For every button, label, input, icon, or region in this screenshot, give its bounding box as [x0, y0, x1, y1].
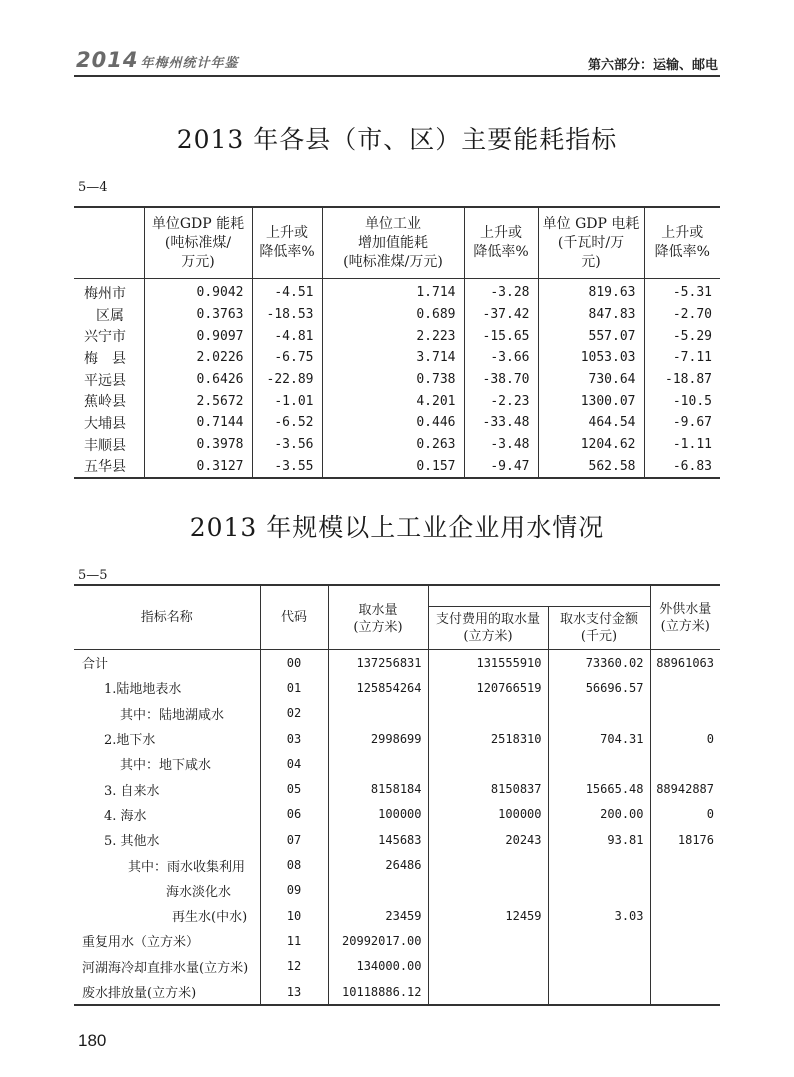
header-rule — [74, 75, 720, 77]
table-cell: 1300.07 — [538, 390, 644, 412]
table-cell: 0.6426 — [144, 369, 252, 391]
table-cell: 1204.62 — [538, 434, 644, 456]
table-row — [74, 751, 720, 776]
header-book-title: 年梅州统计年鉴 — [140, 56, 239, 71]
table-row — [74, 675, 720, 700]
table-cell: -33.48 — [464, 412, 538, 434]
table1-header-corner — [74, 207, 144, 279]
table-cell: 0.3978 — [144, 434, 252, 456]
table-cell: 4.201 — [322, 390, 464, 412]
table-row — [74, 726, 720, 751]
table-cell: 0.7144 — [144, 412, 252, 434]
table-cell — [428, 701, 548, 726]
table-cell: 2.223 — [322, 325, 464, 347]
row-label: 4. 海水 — [104, 808, 147, 824]
table-cell — [428, 928, 548, 953]
table-cell: -5.29 — [644, 325, 720, 347]
table-cell: 0.738 — [322, 369, 464, 391]
table-cell: 145683 — [328, 827, 428, 852]
table-cell: 88961063 — [650, 650, 720, 676]
table-cell: -10.5 — [644, 390, 720, 412]
table-cell: 8158184 — [328, 776, 428, 801]
table-cell: 0 — [650, 726, 720, 751]
row-code: 03 — [260, 726, 328, 751]
table-cell — [650, 979, 720, 1005]
row-label: 兴宁市 — [84, 329, 126, 346]
yearbook-header — [76, 48, 238, 72]
table-cell — [428, 751, 548, 776]
table-row — [74, 701, 720, 726]
water-usage-table — [74, 584, 720, 1006]
table-row — [74, 878, 720, 903]
row-label: 1.陆地地表水 — [104, 682, 182, 698]
table-cell — [428, 878, 548, 903]
header-year: 2014 — [76, 48, 139, 72]
table-cell: -3.66 — [464, 347, 538, 369]
table2-header-name: 指标名称 — [140, 610, 193, 625]
table-cell: -15.65 — [464, 325, 538, 347]
table-cell: -7.11 — [644, 347, 720, 369]
table-row — [74, 827, 720, 852]
table-cell: 0.9042 — [144, 279, 252, 304]
row-label: 其中：地下咸水 — [120, 758, 212, 774]
table-cell: 12459 — [428, 903, 548, 928]
row-label: 其中：雨水收集利用 — [128, 859, 246, 875]
table1-number: 5—4 — [78, 180, 108, 195]
table-cell: 562.58 — [538, 456, 644, 479]
table-cell: -22.89 — [252, 369, 322, 391]
table2-header-fee: 取水支付金额 (千元) — [548, 607, 650, 650]
row-label: 大埔县 — [84, 415, 126, 432]
row-label: 2.地下水 — [104, 733, 156, 749]
table-cell: 0.446 — [322, 412, 464, 434]
table-cell: 0.157 — [322, 456, 464, 479]
table-row — [74, 979, 720, 1005]
table-cell: 2.5672 — [144, 390, 252, 412]
table-cell: 15665.48 — [548, 776, 650, 801]
table-cell: 8150837 — [428, 776, 548, 801]
row-label: 平远县 — [84, 372, 126, 389]
table-cell — [548, 701, 650, 726]
row-code: 06 — [260, 802, 328, 827]
table-cell: -2.23 — [464, 390, 538, 412]
table-cell: 0.3127 — [144, 456, 252, 479]
table-cell: -9.47 — [464, 456, 538, 479]
page-number: 180 — [78, 1031, 107, 1050]
row-code: 04 — [260, 751, 328, 776]
row-label: 海水淡化水 — [166, 884, 232, 900]
table-cell — [650, 878, 720, 903]
table-cell: -6.75 — [252, 347, 322, 369]
table-row — [74, 325, 720, 347]
table-row — [74, 390, 720, 412]
row-code: 08 — [260, 852, 328, 877]
table-cell — [650, 928, 720, 953]
table-cell — [428, 979, 548, 1005]
table-cell — [548, 979, 650, 1005]
table-cell: 3.03 — [548, 903, 650, 928]
row-code: 12 — [260, 954, 328, 979]
table1-header-cell: 上升或 降低率% — [644, 207, 720, 279]
table1-header-cell: 上升或 降低率% — [252, 207, 322, 279]
table2-header-paid: 支付费用的取水量 (立方米) — [428, 607, 548, 650]
table1-body — [74, 279, 720, 479]
row-code: 05 — [260, 776, 328, 801]
table-cell: 0.3763 — [144, 304, 252, 326]
table2-header-intake-span — [428, 585, 650, 607]
table-cell: -4.81 — [252, 325, 322, 347]
table-row — [74, 903, 720, 928]
table-row — [74, 802, 720, 827]
table-cell: 20243 — [428, 827, 548, 852]
table-cell: -5.31 — [644, 279, 720, 304]
table-cell — [548, 954, 650, 979]
table-cell: 0.689 — [322, 304, 464, 326]
table1-header-cell: 单位GDP 能耗 (吨标准煤/ 万元) — [144, 207, 252, 279]
table-cell: -6.83 — [644, 456, 720, 479]
table1-header-cell: 上升或 降低率% — [464, 207, 538, 279]
row-label: 其中：陆地湖咸水 — [120, 707, 225, 723]
row-label: 丰顺县 — [84, 437, 126, 454]
table2-title: 2013 年规模以上工业企业用水情况 — [189, 513, 605, 542]
table-cell — [328, 751, 428, 776]
table-cell: 0.9097 — [144, 325, 252, 347]
table-row — [74, 776, 720, 801]
row-label: 废水排放量(立方米) — [82, 986, 197, 1001]
table-row — [74, 852, 720, 877]
row-label: 五华县 — [84, 459, 126, 476]
table-cell: 557.07 — [538, 325, 644, 347]
table-row — [74, 456, 720, 479]
row-code: 07 — [260, 827, 328, 852]
table-cell — [548, 878, 650, 903]
table-cell: 137256831 — [328, 650, 428, 676]
table-cell: 704.31 — [548, 726, 650, 751]
row-code: 10 — [260, 903, 328, 928]
table-cell: 88942887 — [650, 776, 720, 801]
table-cell: -1.11 — [644, 434, 720, 456]
row-label: 5. 其他水 — [104, 834, 160, 850]
table-cell: -9.67 — [644, 412, 720, 434]
table-cell: 1.714 — [322, 279, 464, 304]
table-cell — [650, 751, 720, 776]
table-cell: -18.53 — [252, 304, 322, 326]
row-code: 00 — [260, 650, 328, 676]
table-cell — [428, 852, 548, 877]
table2-header-intake: 取水量 (立方米) — [328, 585, 428, 650]
row-label: 3. 自来水 — [104, 783, 160, 799]
table2-header-supply: 外供水量 (立方米) — [650, 585, 720, 650]
table-cell: -3.48 — [464, 434, 538, 456]
table-cell: 131555910 — [428, 650, 548, 676]
row-code: 13 — [260, 979, 328, 1005]
table-row — [74, 434, 720, 456]
table-cell: 134000.00 — [328, 954, 428, 979]
table-cell: -18.87 — [644, 369, 720, 391]
table1-header-cell: 单位 GDP 电耗 (千瓦时/万 元) — [538, 207, 644, 279]
table-row — [74, 279, 720, 304]
table-cell: 10118886.12 — [328, 979, 428, 1005]
table1-title: 2013 年各县（市、区）主要能耗指标 — [176, 125, 618, 154]
table-row — [74, 954, 720, 979]
energy-consumption-table — [74, 206, 720, 479]
row-code: 02 — [260, 701, 328, 726]
table-cell: -3.56 — [252, 434, 322, 456]
table-cell: 18176 — [650, 827, 720, 852]
row-label: 合计 — [82, 657, 109, 673]
table2-header-code: 代码 — [260, 585, 328, 650]
table-cell: 93.81 — [548, 827, 650, 852]
table-cell: 819.63 — [538, 279, 644, 304]
table-cell: 464.54 — [538, 412, 644, 434]
table-cell: 2998699 — [328, 726, 428, 751]
table-cell: 200.00 — [548, 802, 650, 827]
section-title: 第六部分：运输、邮电 — [587, 58, 718, 73]
row-code: 01 — [260, 675, 328, 700]
table-row — [74, 650, 720, 676]
table-cell — [328, 701, 428, 726]
table-cell: 26486 — [328, 852, 428, 877]
table-cell: -3.28 — [464, 279, 538, 304]
table2-header-row — [74, 585, 720, 607]
table-cell: -6.52 — [252, 412, 322, 434]
row-label: 再生水(中水) — [172, 910, 248, 926]
table-cell: -37.42 — [464, 304, 538, 326]
table-cell: 73360.02 — [548, 650, 650, 676]
row-code: 11 — [260, 928, 328, 953]
table-row — [74, 928, 720, 953]
table-cell: 0.263 — [322, 434, 464, 456]
table-cell: -3.55 — [252, 456, 322, 479]
table-row — [74, 412, 720, 434]
table-cell: 120766519 — [428, 675, 548, 700]
table-cell: 0 — [650, 802, 720, 827]
table-cell: 3.714 — [322, 347, 464, 369]
table-cell — [548, 928, 650, 953]
table1-header-cell: 单位工业 增加值能耗 (吨标准煤/万元) — [322, 207, 464, 279]
table-cell: -1.01 — [252, 390, 322, 412]
row-label: 河湖海冷却直排水量(立方米) — [82, 960, 249, 976]
table-cell: -38.70 — [464, 369, 538, 391]
table-cell — [650, 903, 720, 928]
table2-number: 5—5 — [78, 568, 108, 583]
table-cell: 100000 — [328, 802, 428, 827]
table-cell: 125854264 — [328, 675, 428, 700]
table-cell — [650, 701, 720, 726]
table1-header-row — [74, 207, 720, 279]
table2-body — [74, 650, 720, 1006]
table-cell — [548, 852, 650, 877]
row-label: 梅 县 — [84, 350, 126, 367]
table-cell: 100000 — [428, 802, 548, 827]
table-cell — [428, 954, 548, 979]
table-cell: 730.64 — [538, 369, 644, 391]
table-cell: -4.51 — [252, 279, 322, 304]
row-label: 蕉岭县 — [84, 394, 126, 411]
table-cell: 2.0226 — [144, 347, 252, 369]
table-cell: 1053.03 — [538, 347, 644, 369]
table-cell — [548, 751, 650, 776]
table-cell: 847.83 — [538, 304, 644, 326]
table-cell — [328, 878, 428, 903]
row-label: 梅州市 — [84, 285, 126, 302]
table-cell: 20992017.00 — [328, 928, 428, 953]
table-cell — [650, 852, 720, 877]
row-label: 区属 — [96, 307, 124, 324]
table-cell — [650, 954, 720, 979]
table-cell: 23459 — [328, 903, 428, 928]
table-cell: 56696.57 — [548, 675, 650, 700]
row-label: 重复用水（立方米） — [82, 935, 200, 951]
table-cell: -2.70 — [644, 304, 720, 326]
table-row — [74, 347, 720, 369]
table-cell — [650, 675, 720, 700]
row-code: 09 — [260, 878, 328, 903]
table-row — [74, 304, 720, 326]
table-row — [74, 369, 720, 391]
table-cell: 2518310 — [428, 726, 548, 751]
